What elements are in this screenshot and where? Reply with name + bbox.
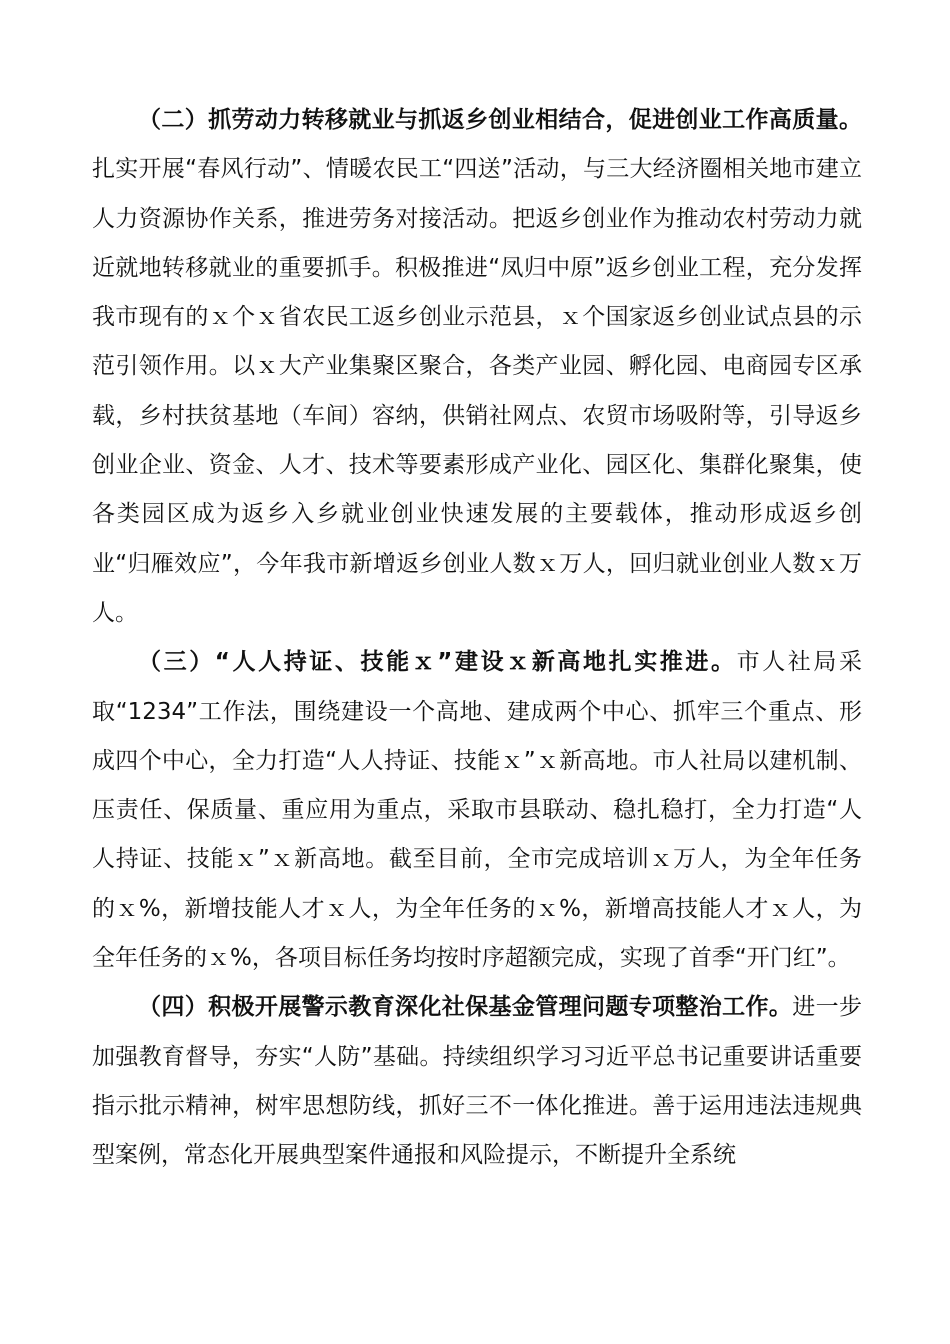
section-body-2: 扎实开展“春风行动”、情暖农民工“四送”活动，与三大经济圈相关地市建立人力资源协作关系，推进劳务对接活动。把返乡创业作为推动农村劳动力就近就地转移就业的重要抓手。积极推进“凤归中原”返乡创业工程，充分发挥我市现有的ｘ个ｘ省农民工返乡创业示范县，ｘ个国家返乡创业试点县的示范引领作用。以ｘ大产业集聚区聚合，各类产业园、孵化园、电商园专区承载，乡村扶贫基地（车间）容纳，供销社网点、农贸市场吸附等，引导返乡创业企业、资金、人才、技术等要素形成产业化、园区化、集群化聚集，使各类园区成为返乡入乡就业创业快速发展的主要载体，推动形成返乡创业“归雁效应”，今年我市新增返乡创业人数ｘ万人，回归就业创业人数ｘ万人。 <box>92 156 862 626</box>
paragraph-section-3 <box>92 638 862 983</box>
section-heading-3: （三）“人人持证、技能ｘ”建设ｘ新高地扎实推进。 <box>138 649 737 676</box>
section-heading-4: （四）积极开展警示教育深化社保基金管理问题专项整治工作。 <box>138 994 793 1021</box>
paragraph-section-2 <box>92 96 862 638</box>
section-heading-2: （二）抓劳动力转移就业与抓返乡创业相结合，促进创业工作高质量。 <box>138 107 862 133</box>
paragraph-section-4 <box>92 983 862 1180</box>
document-page <box>92 96 862 1181</box>
section-body-4: 进一步加强教育督导，夯实“人防”基础。持续组织学习习近平总书记重要讲话重要指示批示精神，树牢思想防线，抓好三不一体化推进。善于运用违法违规典型案例，常态化开展典型案件通报和风险提示，不断提升全系统 <box>92 994 863 1169</box>
section-body-3: 市人社局采取“1234”工作法，围绕建设一个高地、建成两个中心、抓牢三个重点、形成四个中心，全力打造“人人持证、技能ｘ”ｘ新高地。市人社局以建机制、压责任、保质量、重应用为重点，采取市县联动、稳扎稳打，全力打造“人人持证、技能ｘ”ｘ新高地。截至目前，全市完成培训ｘ万人，为全年任务的ｘ%，新增技能人才ｘ人，为全年任务的ｘ%，新增高技能人才ｘ人，为全年任务的ｘ%，各项目标任务均按时序超额完成，实现了首季“开门红”。 <box>92 649 863 972</box>
